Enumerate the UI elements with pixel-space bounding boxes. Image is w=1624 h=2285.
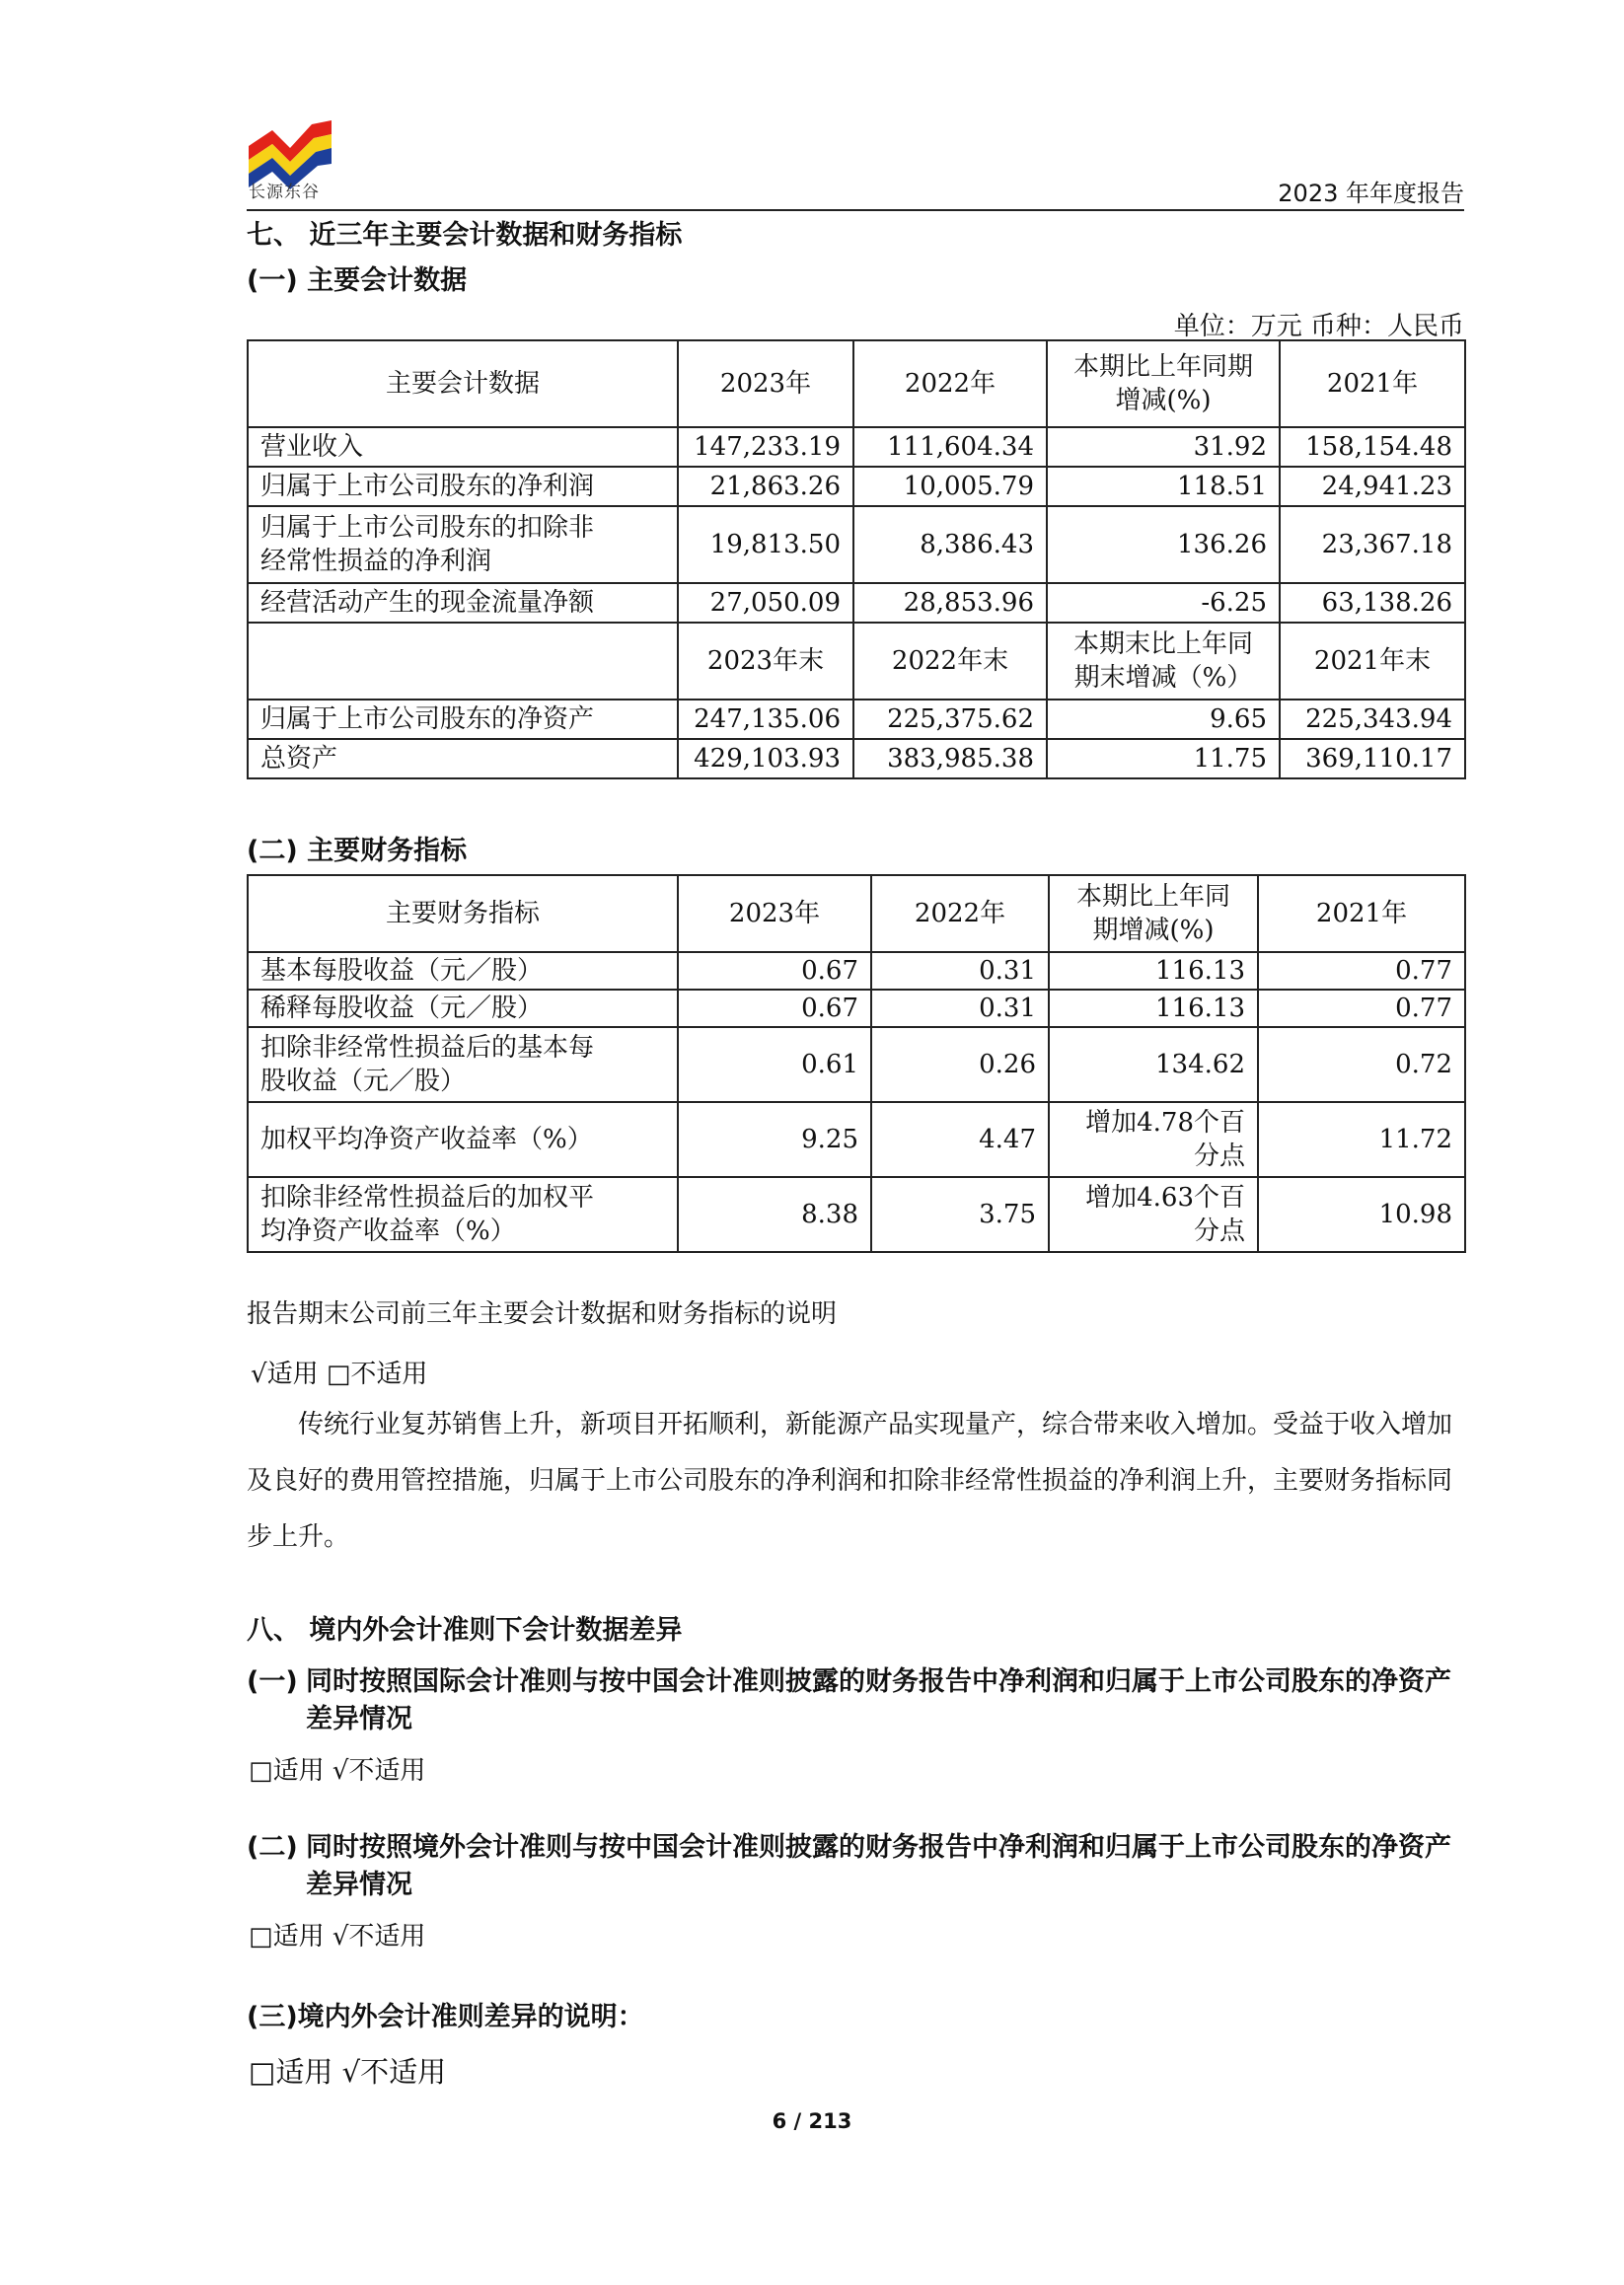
table-row xyxy=(248,1177,1465,1252)
value-cell: 0.77 xyxy=(1258,990,1465,1027)
value-cell: 8,386.43 xyxy=(853,506,1047,583)
row-label: 总资产 xyxy=(248,739,678,778)
header-cell: 2022年 xyxy=(871,875,1049,952)
value-cell: 11.72 xyxy=(1258,1102,1465,1177)
value-cell: 11.75 xyxy=(1047,739,1280,778)
value-cell: 10.98 xyxy=(1258,1177,1465,1252)
value-cell: 134.62 xyxy=(1049,1027,1258,1102)
value-cell: 0.61 xyxy=(678,1027,871,1102)
table-row xyxy=(248,1027,1465,1102)
row-label: 稀释每股收益（元／股） xyxy=(248,990,678,1027)
value-cell: 增加4.63个百 分点 xyxy=(1049,1177,1258,1252)
value-cell: 23,367.18 xyxy=(1280,506,1465,583)
row-label: 归属于上市公司股东的净资产 xyxy=(248,700,678,739)
section-7-sub2-title: (二) 主要财务指标 xyxy=(247,836,468,866)
table-row xyxy=(248,700,1465,739)
header-cell: 主要财务指标 xyxy=(248,875,678,952)
value-cell: 158,154.48 xyxy=(1280,427,1465,467)
report-title: 2023 年年度报告 xyxy=(1278,180,1464,207)
section-8-title: 八、 境内外会计准则下会计数据差异 xyxy=(247,1615,683,1646)
section-8-sub2-option: □适用 √不适用 xyxy=(249,1922,426,1952)
section-8-sub3-title: (三)境内外会计准则差异的说明： xyxy=(247,2002,644,2032)
table-row xyxy=(248,1102,1465,1177)
section-7-title: 七、 近三年主要会计数据和财务指标 xyxy=(247,220,683,251)
value-cell: 247,135.06 xyxy=(678,700,853,739)
table-header-row xyxy=(248,875,1465,952)
value-cell: 9.25 xyxy=(678,1102,871,1177)
value-cell: 0.67 xyxy=(678,990,871,1027)
value-cell: 9.65 xyxy=(1047,700,1280,739)
value-cell: 28,853.96 xyxy=(853,583,1047,623)
row-label: 经营活动产生的现金流量净额 xyxy=(248,583,678,623)
section-8-sub3-option: □适用 √不适用 xyxy=(249,2055,447,2089)
explanation-applicable-option: √适用 □不适用 xyxy=(251,1360,428,1389)
value-cell: 111,604.34 xyxy=(853,427,1047,467)
value-cell: 10,005.79 xyxy=(853,467,1047,506)
table-row xyxy=(248,739,1465,778)
section-8-sub2-label: (二) xyxy=(247,1832,298,1863)
table-row xyxy=(248,427,1465,467)
value-cell: 225,343.94 xyxy=(1280,700,1465,739)
row-label: 加权平均净资产收益率（%） xyxy=(248,1102,678,1177)
value-cell: 增加4.78个百 分点 xyxy=(1049,1102,1258,1177)
value-cell: 0.31 xyxy=(871,990,1049,1027)
value-cell: 0.31 xyxy=(871,952,1049,990)
header-cell: 2023年末 xyxy=(678,623,853,700)
header-cell: 2021年 xyxy=(1258,875,1465,952)
value-cell: 4.47 xyxy=(871,1102,1049,1177)
section-8-sub1-option: □适用 √不适用 xyxy=(249,1756,426,1786)
value-cell: 116.13 xyxy=(1049,952,1258,990)
value-cell: 21,863.26 xyxy=(678,467,853,506)
header-cell: 主要会计数据 xyxy=(248,340,678,427)
table-row xyxy=(248,952,1465,990)
value-cell: 116.13 xyxy=(1049,990,1258,1027)
header-cell: 本期末比上年同 期末增减（%） xyxy=(1047,623,1280,700)
table-header-row xyxy=(248,340,1465,427)
value-cell: 24,941.23 xyxy=(1280,467,1465,506)
section-7-sub1-title: (一) 主要会计数据 xyxy=(247,265,468,296)
row-label: 营业收入 xyxy=(248,427,678,467)
value-cell: 63,138.26 xyxy=(1280,583,1465,623)
value-cell: 383,985.38 xyxy=(853,739,1047,778)
row-label: 基本每股收益（元／股） xyxy=(248,952,678,990)
value-cell: 225,375.62 xyxy=(853,700,1047,739)
row-label: 归属于上市公司股东的扣除非 经常性损益的净利润 xyxy=(248,506,678,583)
explanation-body: 传统行业复苏销售上升，新项目开拓顺利，新能源产品实现量产，综合带来收入增加。受益于收入增加及良好的费用管控措施，归属于上市公司股东的净利润和扣除非经常性损益的净利润上升，主要财务指标同步上升。 xyxy=(247,1410,1453,1552)
row-label: 归属于上市公司股东的净利润 xyxy=(248,467,678,506)
header-cell xyxy=(248,623,678,700)
value-cell: 27,050.09 xyxy=(678,583,853,623)
header-rule xyxy=(247,209,1464,211)
section-8-sub1-text: 同时按照国际会计准则与按中国会计准则披露的财务报告中净利润和归属于上市公司股东的净资产差异情况 xyxy=(306,1666,1451,1734)
value-cell: 0.72 xyxy=(1258,1027,1465,1102)
financial-indicators-table xyxy=(247,874,1466,1253)
row-label: 扣除非经常性损益后的加权平 均净资产收益率（%） xyxy=(248,1177,678,1252)
section-8-sub2-text: 同时按照境外会计准则与按中国会计准则披露的财务报告中净利润和归属于上市公司股东的净资产差异情况 xyxy=(306,1832,1451,1900)
header-cell: 本期比上年同 期增减(%) xyxy=(1049,875,1258,952)
value-cell: 31.92 xyxy=(1047,427,1280,467)
header-cell: 2022年末 xyxy=(853,623,1047,700)
table-subheader-row xyxy=(248,623,1465,700)
header-cell: 本期比上年同期 增减(%) xyxy=(1047,340,1280,427)
explanation-title: 报告期末公司前三年主要会计数据和财务指标的说明 xyxy=(247,1299,838,1329)
accounting-data-table xyxy=(247,339,1466,779)
section-8-sub1-label: (一) xyxy=(247,1666,298,1697)
row-label: 扣除非经常性损益后的基本每 股收益（元／股） xyxy=(248,1027,678,1102)
header-cell: 2021年末 xyxy=(1280,623,1465,700)
value-cell: 0.77 xyxy=(1258,952,1465,990)
value-cell: 136.26 xyxy=(1047,506,1280,583)
header-cell: 2023年 xyxy=(678,875,871,952)
value-cell: -6.25 xyxy=(1047,583,1280,623)
value-cell: 118.51 xyxy=(1047,467,1280,506)
value-cell: 19,813.50 xyxy=(678,506,853,583)
value-cell: 8.38 xyxy=(678,1177,871,1252)
header-cell: 2021年 xyxy=(1280,340,1465,427)
value-cell: 3.75 xyxy=(871,1177,1049,1252)
page-number: 6 / 213 xyxy=(772,2109,852,2133)
unit-currency-line: 单位：万元 币种：人民币 xyxy=(1173,312,1464,341)
logo-text: 长源东谷 xyxy=(249,183,320,202)
value-cell: 429,103.93 xyxy=(678,739,853,778)
value-cell: 0.26 xyxy=(871,1027,1049,1102)
value-cell: 0.67 xyxy=(678,952,871,990)
value-cell: 147,233.19 xyxy=(678,427,853,467)
table-row xyxy=(248,583,1465,623)
header-cell: 2022年 xyxy=(853,340,1047,427)
table-row xyxy=(248,467,1465,506)
value-cell: 369,110.17 xyxy=(1280,739,1465,778)
table-row xyxy=(248,506,1465,583)
header-cell: 2023年 xyxy=(678,340,853,427)
table-row xyxy=(248,990,1465,1027)
